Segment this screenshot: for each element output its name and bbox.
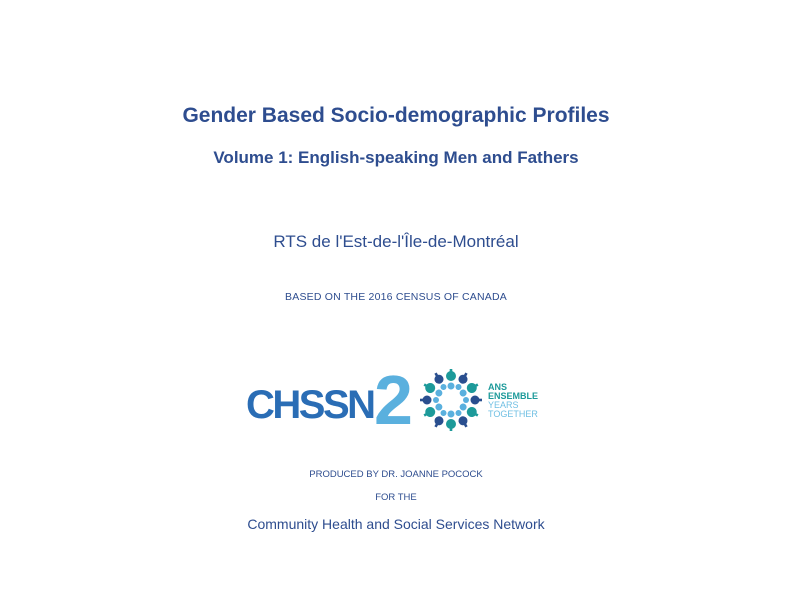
report-subtitle: Volume 1: English-speaking Men and Fathers — [213, 148, 579, 167]
report-title: Gender Based Socio-demographic Profiles — [182, 104, 610, 127]
tagline-years: YEARS — [488, 400, 519, 410]
logo-tagline — [488, 383, 538, 419]
region-name: RTS de l'Est-de-l'Île-de-Montréal — [273, 232, 519, 251]
tagline-together: TOGETHER — [488, 409, 538, 419]
for-the: FOR THE — [375, 492, 417, 503]
logo-number-two: 2 — [374, 361, 413, 439]
logo-wordmark: CHSSN — [246, 383, 374, 427]
tagline-ensemble: ENSEMBLE — [488, 391, 539, 401]
census-note: BASED ON THE 2016 CENSUS OF CANADA — [285, 291, 507, 303]
produced-by: PRODUCED BY DR. JOANNE POCOCK — [309, 469, 483, 480]
tagline-ans: ANS — [488, 382, 508, 392]
chssn-20-logo — [246, 361, 556, 439]
organization-name: Community Health and Social Services Network — [247, 516, 545, 532]
snowflake-zero-icon — [418, 367, 484, 433]
